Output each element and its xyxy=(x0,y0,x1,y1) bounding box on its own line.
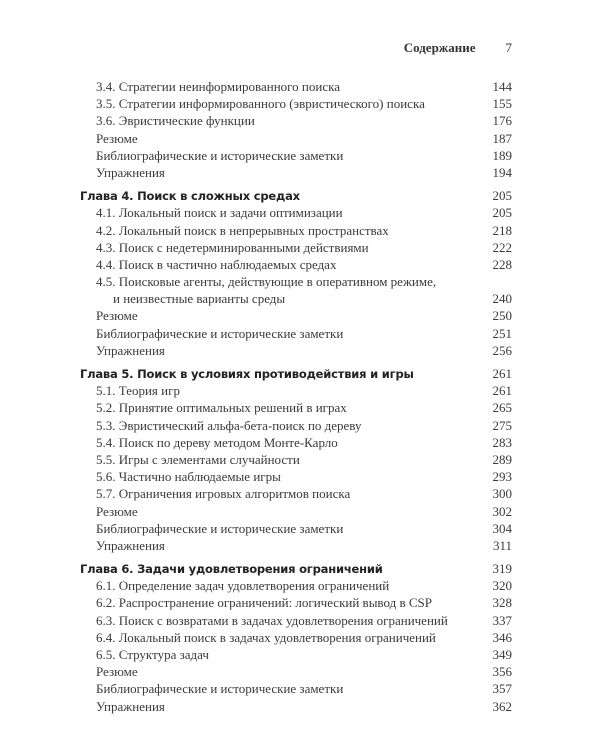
toc-entry[interactable] xyxy=(80,537,512,554)
toc-entry-page: 265 xyxy=(492,400,512,416)
toc-entry-page: 205 xyxy=(492,188,512,204)
toc-entry-title: 6.1. Определение задач удовлетворения ограничений xyxy=(96,578,390,594)
toc-entry-page: 240 xyxy=(492,291,512,307)
toc-entry[interactable] xyxy=(80,698,512,715)
toc-entry-page: 251 xyxy=(492,325,512,341)
toc-entry[interactable] xyxy=(80,147,512,164)
toc-entry-page: 362 xyxy=(492,698,512,714)
toc-entry-title: 5.1. Теория игр xyxy=(96,383,180,399)
toc-entry-title: 5.2. Принятие оптимальных решений в играх xyxy=(96,400,347,416)
toc-entry[interactable] xyxy=(80,646,512,663)
toc-entry-title: 3.4. Стратегии неинформированного поиска xyxy=(96,79,341,94)
toc-entry-page: 187 xyxy=(492,130,512,146)
toc-entry-title: 4.3. Поиск с недетерминированными действиями xyxy=(96,239,369,255)
toc-entry[interactable] xyxy=(80,577,512,594)
toc-entry[interactable] xyxy=(80,290,512,307)
toc-chapter-heading[interactable] xyxy=(80,187,512,204)
toc-entry[interactable] xyxy=(80,399,512,416)
toc-entry-title: Упражнения xyxy=(96,164,165,180)
toc-entry-title: Библиографические и исторические заметки xyxy=(96,147,344,163)
toc-entry[interactable] xyxy=(80,204,512,221)
running-header xyxy=(404,40,512,56)
toc-entry-title: Библиографические и исторические заметки xyxy=(96,325,344,341)
toc-entry-page: 250 xyxy=(492,308,512,324)
running-header-title: Содержание xyxy=(403,40,476,55)
toc-entry-title: 4.1. Локальный поиск и задачи оптимизации xyxy=(96,205,343,221)
toc-entry[interactable] xyxy=(80,468,512,485)
toc-entry-page: 275 xyxy=(492,417,512,433)
toc-entry-title: Резюме xyxy=(96,503,138,519)
toc-entry[interactable] xyxy=(80,222,512,239)
toc-entry-page: 311 xyxy=(492,537,512,553)
toc-entry[interactable] xyxy=(80,417,512,434)
toc-entry-title: 3.6. Эвристические функции xyxy=(96,113,255,129)
toc-entry[interactable] xyxy=(80,680,512,697)
toc-entry-title: 6.3. Поиск с возвратами в задачах удовлетворения ограничений xyxy=(96,612,448,628)
toc-entry-page: 328 xyxy=(492,595,512,611)
toc-entry[interactable] xyxy=(80,485,512,502)
toc-entry-title: Глава 5. Поиск в условиях противодействия и игры xyxy=(80,367,414,381)
toc-entry-page: 205 xyxy=(492,205,512,221)
toc-entry-title: 6.5. Структура задач xyxy=(96,647,209,662)
toc-entry-title: Резюме xyxy=(96,308,138,324)
toc-entry-title: 6.2. Распространение ограничений: логический вывод в CSP xyxy=(96,595,432,611)
toc-entry-title: Упражнения xyxy=(96,342,165,358)
toc-entry-page: 304 xyxy=(492,520,512,536)
toc-entry-title: 5.5. Игры с элементами случайности xyxy=(96,451,300,467)
toc-entry-title: 3.5. Стратегии информированного (эвристического) поиска xyxy=(96,96,425,112)
toc-entry[interactable] xyxy=(80,342,512,359)
toc-entry[interactable] xyxy=(80,520,512,537)
toc-entry[interactable] xyxy=(80,78,512,95)
toc-entry[interactable] xyxy=(80,307,512,324)
toc-entry[interactable] xyxy=(80,434,512,451)
toc-entry[interactable] xyxy=(80,629,512,646)
toc-entry-title: 5.7. Ограничения игровых алгоритмов поиска xyxy=(96,486,351,502)
toc-entry-title: 4.2. Локальный поиск в непрерывных пространствах xyxy=(96,222,389,238)
toc-entry-page: 289 xyxy=(492,451,512,467)
toc-entry-page: 261 xyxy=(492,383,512,399)
toc-entry-page: 293 xyxy=(492,469,512,485)
toc-entry-title: Библиографические и исторические заметки xyxy=(96,520,344,536)
toc-entry-title: Упражнения xyxy=(96,698,165,714)
toc-entry-page: 349 xyxy=(492,647,512,662)
toc-entry[interactable] xyxy=(80,451,512,468)
toc-entry[interactable] xyxy=(80,273,512,290)
toc-entry-title: Библиографические и исторические заметки xyxy=(96,681,344,697)
page-number: 7 xyxy=(505,40,512,55)
toc-entry[interactable] xyxy=(80,382,512,399)
toc-entry-page: 176 xyxy=(492,113,512,129)
toc-chapter-heading[interactable] xyxy=(80,560,512,577)
toc-entry-page: 300 xyxy=(492,486,512,502)
toc-entry-page: 357 xyxy=(492,681,512,697)
toc-entry[interactable] xyxy=(80,164,512,181)
toc-entry-page: 189 xyxy=(492,147,512,163)
toc-entry[interactable] xyxy=(80,112,512,129)
toc-entry[interactable] xyxy=(80,256,512,273)
toc-entry-page: 346 xyxy=(492,629,512,645)
toc-entry-title: Глава 4. Поиск в сложных средах xyxy=(80,189,300,204)
toc-entry-page: 194 xyxy=(492,164,512,180)
toc-entry-page: 218 xyxy=(492,222,512,238)
toc-entry-title: 4.5. Поисковые агенты, действующие в оперативном режиме, xyxy=(96,274,437,290)
toc-entry-title: Упражнения xyxy=(96,537,165,553)
toc-entry-page: 356 xyxy=(492,664,512,680)
table-of-contents xyxy=(80,78,512,715)
toc-entry-page: 302 xyxy=(492,503,512,519)
toc-entry-title: 5.6. Частично наблюдаемые игры xyxy=(96,469,281,485)
toc-entry-page: 222 xyxy=(492,239,512,255)
toc-entry[interactable] xyxy=(80,503,512,520)
toc-chapter-heading[interactable] xyxy=(80,365,512,382)
toc-entry-page: 256 xyxy=(492,342,512,358)
toc-entry[interactable] xyxy=(80,594,512,611)
toc-entry-title: Резюме xyxy=(96,130,138,146)
toc-entry-title: и неизвестные варианты среды xyxy=(113,291,286,307)
toc-entry[interactable] xyxy=(80,325,512,342)
toc-entry[interactable] xyxy=(80,95,512,112)
toc-entry[interactable] xyxy=(80,130,512,147)
toc-entry-title: 5.4. Поиск по дереву методом Монте-Карло xyxy=(96,434,338,450)
toc-entry-page: 228 xyxy=(492,256,512,272)
toc-entry-title: 6.4. Локальный поиск в задачах удовлетворения ограничений xyxy=(96,629,436,645)
toc-entry-page: 144 xyxy=(492,79,512,94)
toc-entry-page: 337 xyxy=(492,612,512,628)
toc-entry-page: 320 xyxy=(492,578,512,594)
toc-entry-title: Глава 6. Задачи удовлетворения ограничений xyxy=(80,562,383,577)
toc-entry-page: 261 xyxy=(492,366,512,381)
toc-entry[interactable] xyxy=(80,663,512,680)
toc-entry[interactable] xyxy=(80,239,512,256)
toc-entry-page: 155 xyxy=(492,96,512,112)
toc-entry-page: 319 xyxy=(492,561,512,577)
toc-entry-title: Резюме xyxy=(96,664,138,680)
toc-entry[interactable] xyxy=(80,612,512,629)
toc-entry-page: 283 xyxy=(492,434,512,450)
toc-entry-title: 4.4. Поиск в частично наблюдаемых средах xyxy=(96,256,337,272)
toc-entry-title: 5.3. Эвристический альфа-бета-поиск по дереву xyxy=(96,417,362,433)
